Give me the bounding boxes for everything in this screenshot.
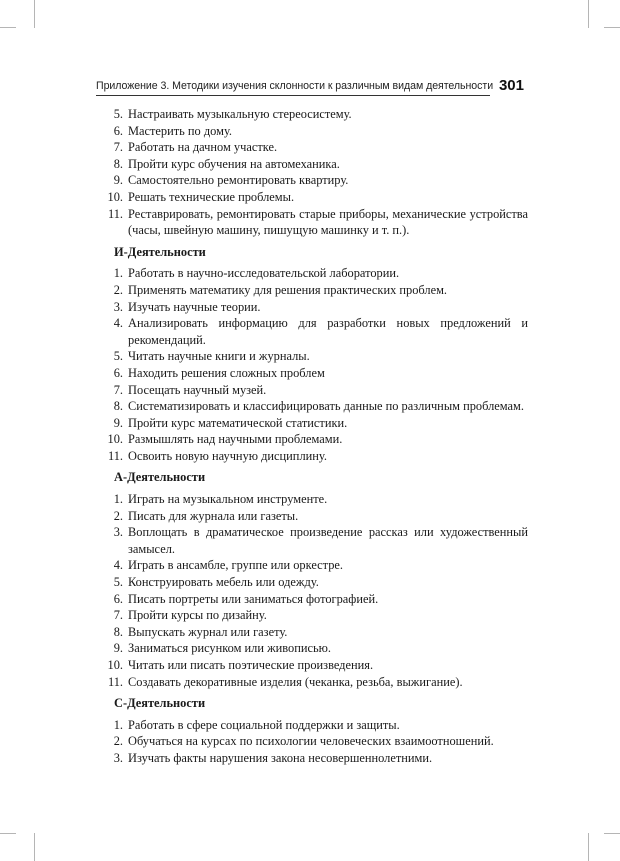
item-number: 6. [113,365,123,380]
list-item [104,172,528,189]
section [104,695,528,766]
item-number: 2. [113,508,123,523]
item-text: Освоить новую научную дисциплину. [128,448,327,463]
item-number: 8. [113,399,123,414]
item-number: 11. [107,448,123,463]
list-item [104,640,528,657]
item-number: 3. [113,525,123,540]
item-text: Писать портреты или заниматься фотографией. [128,591,379,606]
sections [104,244,528,767]
list-item [104,448,528,465]
list-item [104,624,528,641]
crop-mark-top-right-v [588,0,589,28]
item-number: 6. [113,123,123,138]
list-item [104,315,528,348]
item-number: 9. [113,641,123,656]
list-item [104,491,528,508]
item-text: Пройти курс математической статистики. [128,415,348,430]
item-text: Работать в научно-исследовательской лаборатории. [128,266,400,281]
item-number: 4. [113,316,123,331]
item-number: 2. [113,734,123,749]
crop-mark-bottom-left-v [34,833,35,861]
item-text: Работать на дачном участке. [128,140,278,155]
list-item [104,206,528,239]
item-text: Читать научные книги и журналы. [128,349,310,364]
list-item [104,106,528,123]
list-item [104,398,528,415]
section-list [104,491,528,690]
section-title: И-Деятельности [114,244,206,259]
header-title: Приложение 3. Методики изучения склонности к различным видам деятельности [96,80,494,92]
item-text: Систематизировать и классифицировать данные по различным проблемам. [128,399,524,414]
item-number: 2. [113,282,123,297]
item-text: Самостоятельно ремонтировать квартиру. [128,173,349,188]
crop-mark-bottom-left-h [0,833,16,834]
item-number: 3. [113,750,123,765]
item-number: 10. [107,658,123,672]
item-number: 10. [107,432,123,447]
list-item [104,557,528,574]
section-title: А-Деятельности [114,470,206,485]
list-item [104,365,528,382]
list-item [104,607,528,624]
item-text: Конструировать мебель или одежду. [128,575,319,590]
continued-list [104,106,528,239]
list-item [104,524,528,557]
section-list [104,717,528,767]
list-item [104,282,528,299]
list-item [104,265,528,282]
section [104,469,528,690]
item-text: Играть на музыкальном инструменте. [128,492,328,507]
list-item [104,139,528,156]
list-item [104,415,528,432]
item-number: 5. [113,349,123,364]
item-text: Работать в сфере социальной поддержки и защиты. [128,717,400,732]
list-item [104,591,528,608]
list-item [104,674,528,691]
item-text: Анализировать информацию для разработки новых предложений и рекомендаций. [128,316,528,347]
list-item [104,382,528,399]
item-text: Изучать научные теории. [128,299,261,314]
item-text: Находить решения сложных проблем [128,365,325,380]
list-item [104,189,528,206]
list-item [104,717,528,734]
item-number: 9. [113,415,123,430]
item-number: 5. [113,107,123,121]
crop-mark-bottom-right-v [588,833,589,861]
item-text: Воплощать в драматическое произведение рассказ или художественный замысел. [128,525,528,556]
item-number: 9. [113,173,123,188]
item-number: 11. [107,674,123,689]
list-item [104,657,528,674]
item-text: Посещать научный музей. [128,382,267,397]
item-number: 10. [107,189,123,204]
list-item [104,156,528,173]
item-text: Обучаться на курсах по психологии человеческих взаимоотношений. [128,734,494,749]
item-text: Играть в ансамбле, группе или оркестре. [128,558,343,573]
item-text: Решать технические проблемы. [128,189,295,204]
item-number: 11. [107,206,123,221]
section [104,244,528,465]
list-item [104,431,528,448]
page-content [104,106,528,767]
item-text: Изучать факты нарушения закона несовершеннолетними. [128,750,433,765]
page-number: 301 [498,77,524,94]
item-text: Мастерить по дому. [128,123,233,138]
item-number: 8. [113,624,123,639]
list-item [104,508,528,525]
crop-mark-bottom-right-h [604,833,620,834]
crop-mark-top-right-h [604,27,620,28]
list-item [104,574,528,591]
list-item [104,299,528,316]
running-header [96,76,524,98]
item-text: Пройти курс обучения на автомеханика. [128,156,340,171]
item-text: Читать или писать поэтические произведения. [128,658,374,672]
item-number: 3. [113,299,123,314]
item-text: Писать для журнала или газеты. [128,508,299,523]
item-number: 7. [113,140,123,155]
item-number: 1. [113,266,123,281]
crop-mark-top-left-h [0,27,16,28]
list-item [104,750,528,767]
item-number: 1. [113,717,123,732]
item-number: 1. [113,492,123,507]
item-text: Настраивать музыкальную стереосистему. [128,107,352,121]
section-list [104,265,528,464]
item-number: 6. [113,591,123,606]
item-text: Выпускать журнал или газету. [128,624,288,639]
header-rule [96,95,490,96]
item-number: 8. [113,156,123,171]
item-text: Заниматься рисунком или живописью. [128,641,332,656]
list-item [104,123,528,140]
item-text: Применять математику для решения практических проблем. [128,282,448,297]
item-number: 7. [113,608,123,623]
item-text: Размышлять над научными проблемами. [128,432,343,447]
section-title: С-Деятельности [114,696,206,711]
item-text: Создавать декоративные изделия (чеканка, резьба, выжигание). [128,674,463,689]
item-number: 5. [113,575,123,590]
crop-mark-top-left-v [34,0,35,28]
item-text: Реставрировать, ремонтировать старые приборы, механические устройства (часы, швейную машину, пишущую машинку и т. п.). [128,206,528,238]
list-item [104,348,528,365]
item-number: 4. [113,558,123,573]
list-item [104,733,528,750]
item-number: 7. [113,382,123,397]
item-text: Пройти курсы по дизайну. [128,608,267,623]
